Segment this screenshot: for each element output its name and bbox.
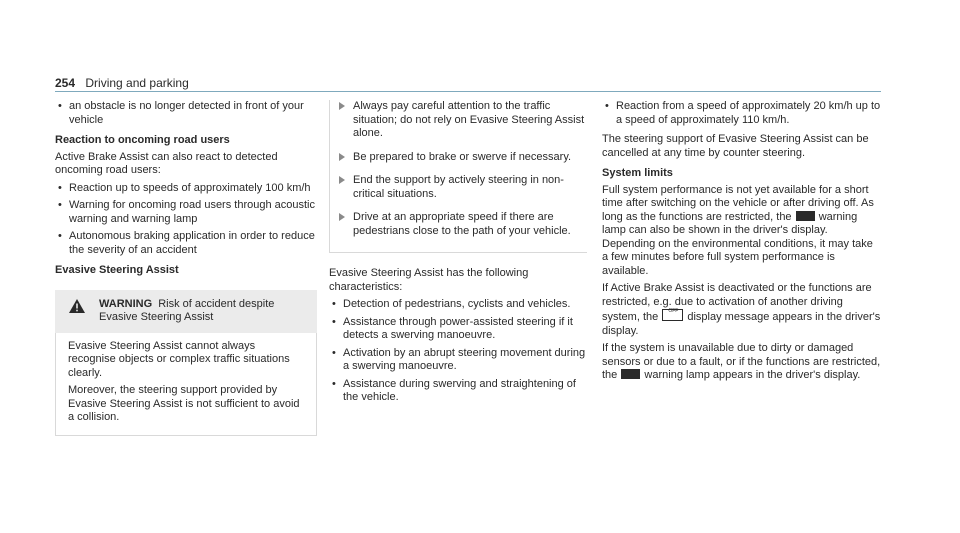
note-arrow-icon <box>339 102 345 110</box>
heading-oncoming: Reaction to oncoming road users <box>55 134 230 146</box>
note-text: Drive at an appropriate speed if there are pedestrians close to the path of your vehicle. <box>353 211 571 237</box>
warning-box <box>55 290 317 436</box>
collision-fault-lamp-icon <box>621 369 640 379</box>
characteristics-list <box>329 298 587 405</box>
list-item: • an obstacle is no longer detected in front of your vehicle <box>55 100 317 127</box>
note-arrow-icon <box>339 153 345 161</box>
off-icon-label: OFF <box>668 308 679 314</box>
obstacle-list <box>55 100 317 127</box>
list-item: • Reaction up to speeds of approximately 100 km/h <box>55 182 317 196</box>
list-item: • Activation by an abrupt steering movement during a swerving manoeuvre. <box>329 347 587 374</box>
limits-text: display message appears in the driver's display. <box>602 311 881 337</box>
oncoming-list <box>55 182 317 258</box>
note-item <box>330 151 587 165</box>
warning-title: Risk of accident despite Evasive Steering Assist <box>99 297 275 323</box>
warning-triangle-icon <box>69 299 85 313</box>
limits-text: If Active Brake Assist is deactivated or the functions are restricted, e.g. due to activation of another driving system, the <box>602 282 872 323</box>
column-3 <box>602 100 882 387</box>
warning-label: WARNING <box>99 297 153 310</box>
list-item: • Detection of pedestrians, cyclists and vehicles. <box>329 298 587 312</box>
warning-text-2: Moreover, the steering support provided by Evasive Steering Assist is not sufficient to avoid a collision. <box>68 384 300 423</box>
collision-warning-lamp-icon <box>796 211 815 221</box>
limits-paragraph-1 <box>602 184 882 279</box>
header-divider <box>55 91 881 92</box>
note-arrow-icon <box>339 213 345 221</box>
page-number: 254 <box>55 76 76 90</box>
column-2 <box>329 100 587 411</box>
limits-text: Full system performance is not yet available for a short time after switching on the vehicle or after driving off. As long as the functions are restricted, the <box>602 183 874 223</box>
warning-header <box>55 290 317 333</box>
notes-box <box>329 100 587 253</box>
limits-paragraph-3 <box>602 342 882 383</box>
limits-text: warning lamp appears in the driver's display. <box>644 369 861 381</box>
cancel-text: The steering support of Evasive Steering Assist can be cancelled at any time by counter steering. <box>602 133 869 159</box>
page-header <box>55 76 189 90</box>
note-text: Always pay careful attention to the traffic situation; do not rely on Evasive Steering Assist alone. <box>353 100 585 139</box>
limits-text: warning lamp can also be shown in the driver's display. Depending on the environmental conditions, it may take a few minutes before full system performance is available. <box>602 210 873 277</box>
collision-off-icon <box>662 309 683 321</box>
warning-body <box>55 333 317 436</box>
note-item <box>330 211 587 238</box>
note-item <box>330 100 587 141</box>
reaction-list <box>602 100 882 127</box>
limits-text: If the system is unavailable due to dirty or damaged sensors or due to a fault, or if the functions are restricted, the <box>602 342 881 381</box>
note-text: End the support by actively steering in non-critical situations. <box>353 174 564 200</box>
oncoming-intro: Active Brake Assist can also react to detected oncoming road users: <box>55 150 278 176</box>
heading-system-limits: System limits <box>602 167 673 179</box>
heading-evasive: Evasive Steering Assist <box>55 264 179 276</box>
list-item: • Assistance through power-assisted steering if it detects a swerving manoeuvre. <box>329 316 587 343</box>
section-title: Driving and parking <box>85 76 189 90</box>
column-1 <box>55 100 317 436</box>
list-item: • Assistance during swerving and straightening of the vehicle. <box>329 378 587 405</box>
note-text: Be prepared to brake or swerve if necessary. <box>353 150 572 163</box>
warning-text-1: Evasive Steering Assist cannot always recognise objects or complex traffic situations clearly. <box>68 339 290 379</box>
list-item: • Reaction from a speed of approximately 20 km/h up to a speed of approximately 110 km/h. <box>602 100 882 127</box>
note-arrow-icon <box>339 176 345 184</box>
list-item: • Autonomous braking application in order to reduce the severity of an accident <box>55 230 317 257</box>
note-item <box>330 174 587 201</box>
list-item: • Warning for oncoming road users through acoustic warning and warning lamp <box>55 199 317 226</box>
characteristics-intro: Evasive Steering Assist has the following characteristics: <box>329 267 529 293</box>
limits-paragraph-2 <box>602 282 882 338</box>
